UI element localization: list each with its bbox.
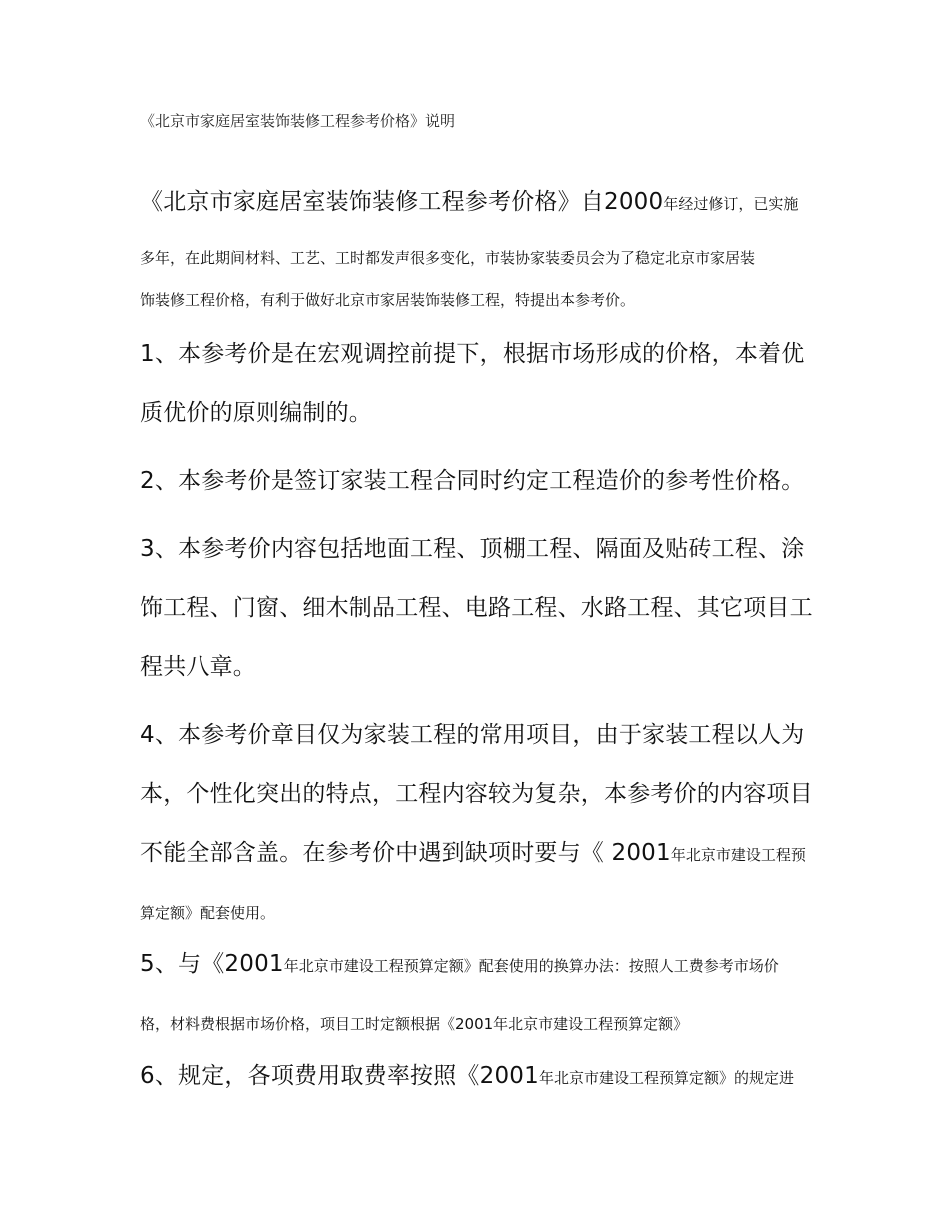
- item-6-line-1-small: 年北京市建设工程预算定额》的规定进: [538, 1069, 794, 1087]
- item-5-line-1: [140, 945, 779, 978]
- item-4-line-2: 本，个性化突出的特点，工程内容较为复杂，本参考价的内容项目: [140, 781, 813, 807]
- intro-line-1-large: 《北京市家庭居室装饰装修工程参考价格》自2000: [140, 189, 664, 215]
- item-2-line-1: 2、本参考价是签订家装工程合同时约定工程造价的参考性价格。: [140, 468, 805, 494]
- item-3-line-3: 程共八章。: [140, 654, 256, 680]
- item-4-line-3-small: 年北京市建设工程预: [670, 846, 806, 864]
- intro-line-3: 饰装修工程价格，有利于做好北京市家居装饰装修工程，特提出本参考价。: [140, 291, 636, 309]
- item-5-line-2: 格，材料费根据市场价格，项目工时定额根据《2001年北京市建设工程预算定额》: [140, 1015, 689, 1033]
- intro-line-1: [140, 183, 798, 216]
- intro-line-2: 多年，在此期间材料、工艺、工时都发声很多变化，市装协家装委员会为了稳定北京市家居装: [140, 249, 756, 267]
- item-1-line-1: 1、本参考价是在宏观调控前提下，根据市场形成的价格，本着优: [140, 341, 805, 367]
- item-5-line-1-large: 5、与《2001: [140, 951, 284, 977]
- document-title: 《北京市家庭居室装饰装修工程参考价格》说明: [140, 112, 456, 130]
- item-3-line-1: 3、本参考价内容包括地面工程、顶棚工程、隔面及贴砖工程、涂: [140, 536, 805, 562]
- item-3-line-2: 饰工程、门窗、细木制品工程、电路工程、水路工程、其它项目工: [140, 595, 813, 621]
- item-6-line-1: [140, 1057, 794, 1090]
- item-6-line-1-large: 6、规定，各项费用取费率按照《2001: [140, 1063, 539, 1089]
- item-5-line-1-small: 年北京市建设工程预算定额》配套使用的换算办法：按照人工费参考市场价: [283, 957, 779, 975]
- intro-line-1-small: 年经过修订，已实施: [663, 195, 799, 213]
- item-4-line-1: 4、本参考价章目仅为家装工程的常用项目，由于家装工程以人为: [140, 722, 805, 748]
- item-4-line-4: 算定额》配套使用。: [140, 904, 276, 922]
- item-1-line-2: 质优价的原则编制的。: [140, 400, 372, 426]
- item-4-line-3-large: 不能全部含盖。在参考价中遇到缺项时要与《 2001: [140, 840, 671, 866]
- item-4-line-3: [140, 834, 806, 867]
